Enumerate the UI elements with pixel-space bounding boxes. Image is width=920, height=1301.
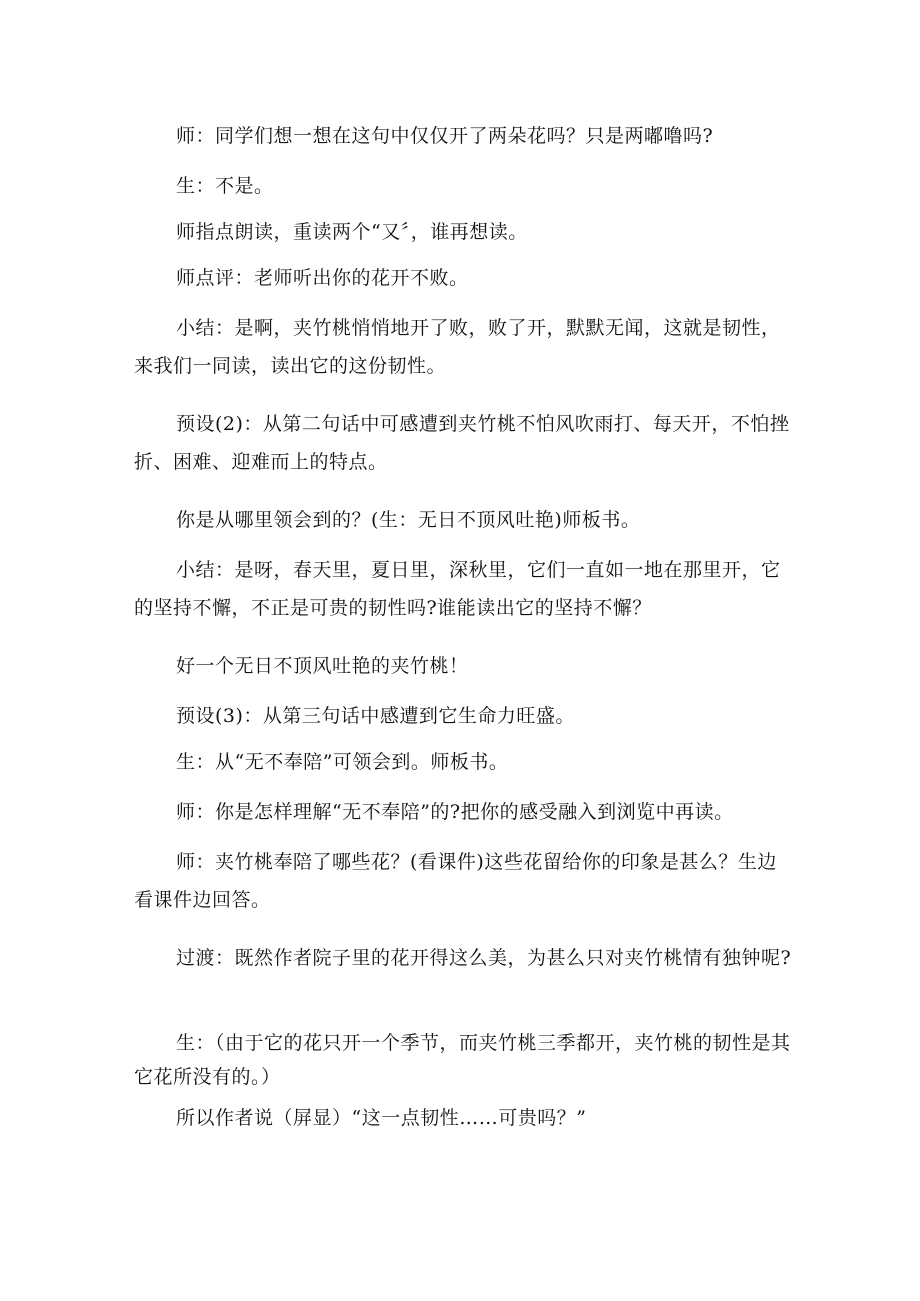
paragraph-12: 师：你是怎样理解“无不奉陪”的?把你的感受融入到浏览中再读。 (176, 801, 734, 823)
paragraph-15: 生：（由于它的花只开一个季节，而夹竹桃三季都开，夹竹桃的韧性是其它花所没有的。） (134, 1032, 791, 1088)
paragraph-9: 好一个无日不顶风吐艳的夹竹桃！ (176, 655, 469, 677)
paragraph-2: 生：不是。 (176, 175, 274, 197)
paragraph-14: 过渡：既然作者院子里的花开得这么美，为甚么只对夹竹桃情有独钟呢? (176, 947, 792, 969)
paragraph-10: 预设(3)：从第三句话中感遭到它生命力旺盛。 (176, 705, 575, 727)
paragraph-6: 预设(2)：从第二句话中可感遭到夹竹桃不怕风吹雨打、每天开，不怕挫折、困难、迎难而上的特点。 (134, 413, 790, 473)
paragraph-8: 小结：是呀，春天里，夏日里，深秋里，它们一直如一地在那里开，它的坚持不懈，不正是可贵的韧性吗?谁能读出它的坚持不懈？ (134, 559, 781, 619)
paragraph-16: 所以作者说（屏显）“这一点韧性……可贵吗？” (176, 1107, 587, 1129)
paragraph-7: 你是从哪里领会到的？(生：无日不顶风吐艳)师板书。 (176, 509, 641, 531)
paragraph-11: 生：从“无不奉陪”可领会到。师板书。 (176, 751, 509, 773)
paragraph-5: 小结：是啊，夹竹桃悄悄地开了败，败了开，默默无闻，这就是韧性，来我们一同读，读出它的这份韧性。 (134, 317, 781, 377)
paragraph-1: 师：同学们想一想在这句中仅仅开了两朵花吗？只是两嘟噜吗? (176, 125, 714, 147)
paragraph-13: 师：夹竹桃奉陪了哪些花？(看课件)这些花留给你的印象是甚么？生边看课件边回答。 (134, 851, 777, 911)
paragraph-4: 师点评：老师听出你的花开不败。 (176, 267, 469, 289)
paragraph-3: 师指点朗读，重读两个“又〞，谁再想读。 (176, 221, 528, 243)
